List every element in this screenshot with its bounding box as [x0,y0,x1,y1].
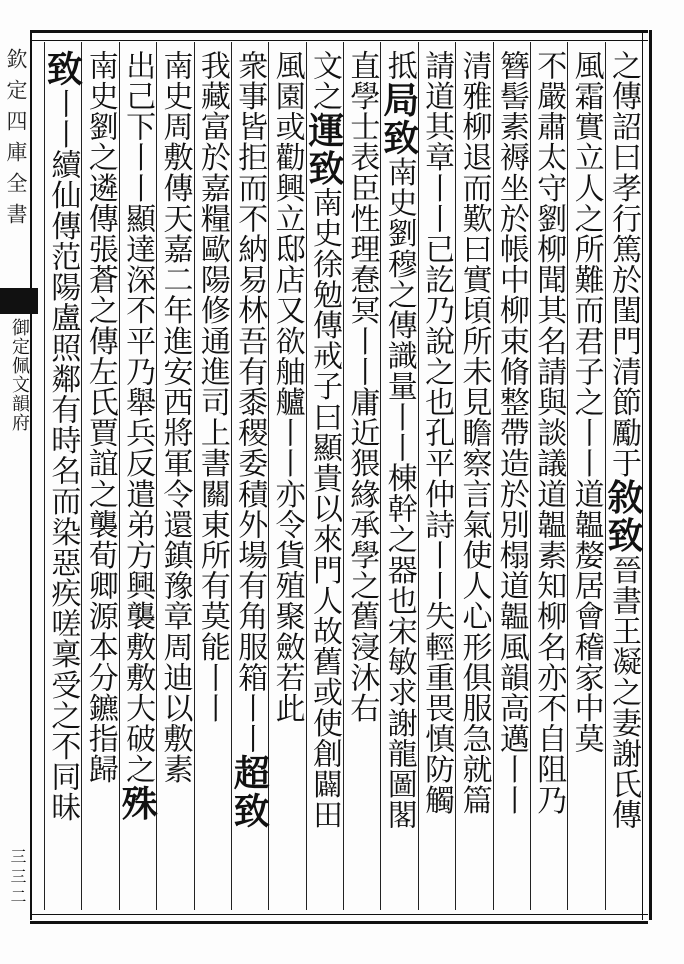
column-text: 南史劉穆之傳識量丨丨棟幹之器也宋敏求謝龍圖閣 [381,156,417,830]
text-column [494,50,529,912]
column-text: 南史劉之遴傳張蒼之傳左氏賈誼之襲荀卿源本分鑣指歸 [82,50,118,785]
column-heading: 運致 [303,111,345,188]
column-heading: 超致 [228,753,271,830]
text-column [602,50,644,912]
column-text: 風 [269,50,305,81]
text-column [531,50,566,912]
fore-edge-title: 欽定四庫全書 [4,48,28,234]
frame-top-border [30,30,648,41]
text-column [419,50,454,912]
column-text: 文之 [307,50,342,112]
column-heading: 敘致 [602,478,644,555]
column-text: 風霜實立人之所難而君子之丨丨 [568,50,604,479]
column-text: 南史徐勉傳戒子曰顯貴以來門人故舊或使創闢田 [307,187,342,830]
column-text: 道韞嫠居會稽家中莫 [568,478,604,754]
column-heading: 局致 [377,80,420,157]
text-column [269,50,304,912]
column-text: 清雅柳退而歎曰實頃所未見瞻察言氣使人心形俱服急就篇 [456,50,492,815]
fore-edge-black-block [0,288,38,314]
page-number: 三三二 [8,848,27,908]
column-heading: 致 [41,50,84,88]
column-text: 出己下丨丨顯達深不平乃舉兵反遣弟方興襲敷敷大破之 [120,50,156,785]
column-text: 之傳詔曰孝行篤於閨門清節勵于 [606,50,641,479]
fore-edge-book-title: 御定佩文韻府 [9,318,30,432]
text-column [116,50,159,912]
column-heading: 殊 [116,784,159,823]
text-column [157,50,192,912]
column-text: 園或勸興立邸店又欲舳艫丨丨亦令貨殖聚斂若此 [269,80,305,724]
text-column [82,50,117,912]
frame-bottom-border [30,914,648,924]
text-column [228,50,271,912]
column-text: 南史周敷傳天嘉二年進安西將軍令還鎮豫章周迪以敷素 [157,50,193,785]
column-text: 抵 [381,50,417,81]
column-text: 直學士表臣性理惷冥丨丨庸近猥緣承學之舊寖沐右 [344,50,380,724]
column-text: 簪髻素褥坐於帳中柳束脩整帶造於別榻道韞風韻高邁丨丨 [493,50,529,815]
frame-right-border [642,30,652,920]
text-column [303,50,345,912]
text-column [377,50,420,912]
column-text: 丨丨續仙傳范陽盧照鄰有時名而染惡疾嗟稟受之不同昧 [45,88,81,823]
text-column [41,50,84,912]
column-text: 衆事皆拒而不納易林吾有黍稷委積外場有角服箱丨丨 [232,50,268,754]
column-text: 晉書王凝之妻謝氏傳 [606,554,641,830]
text-column [344,50,379,912]
column-text: 請道其章丨丨已訖乃說之也孔平仲詩丨丨失輕重畏慎防觸 [419,50,455,815]
text-column [568,50,603,912]
text-column [456,50,491,912]
text-column [195,50,230,912]
column-text: 不嚴肅太守劉柳聞其名請與談議道韞素知柳名亦不自阻乃 [531,50,567,815]
frame-left-border [30,30,32,920]
column-text: 我藏富於嘉糧歐陽修通進司上書關東所有莫能丨丨 [194,50,230,724]
